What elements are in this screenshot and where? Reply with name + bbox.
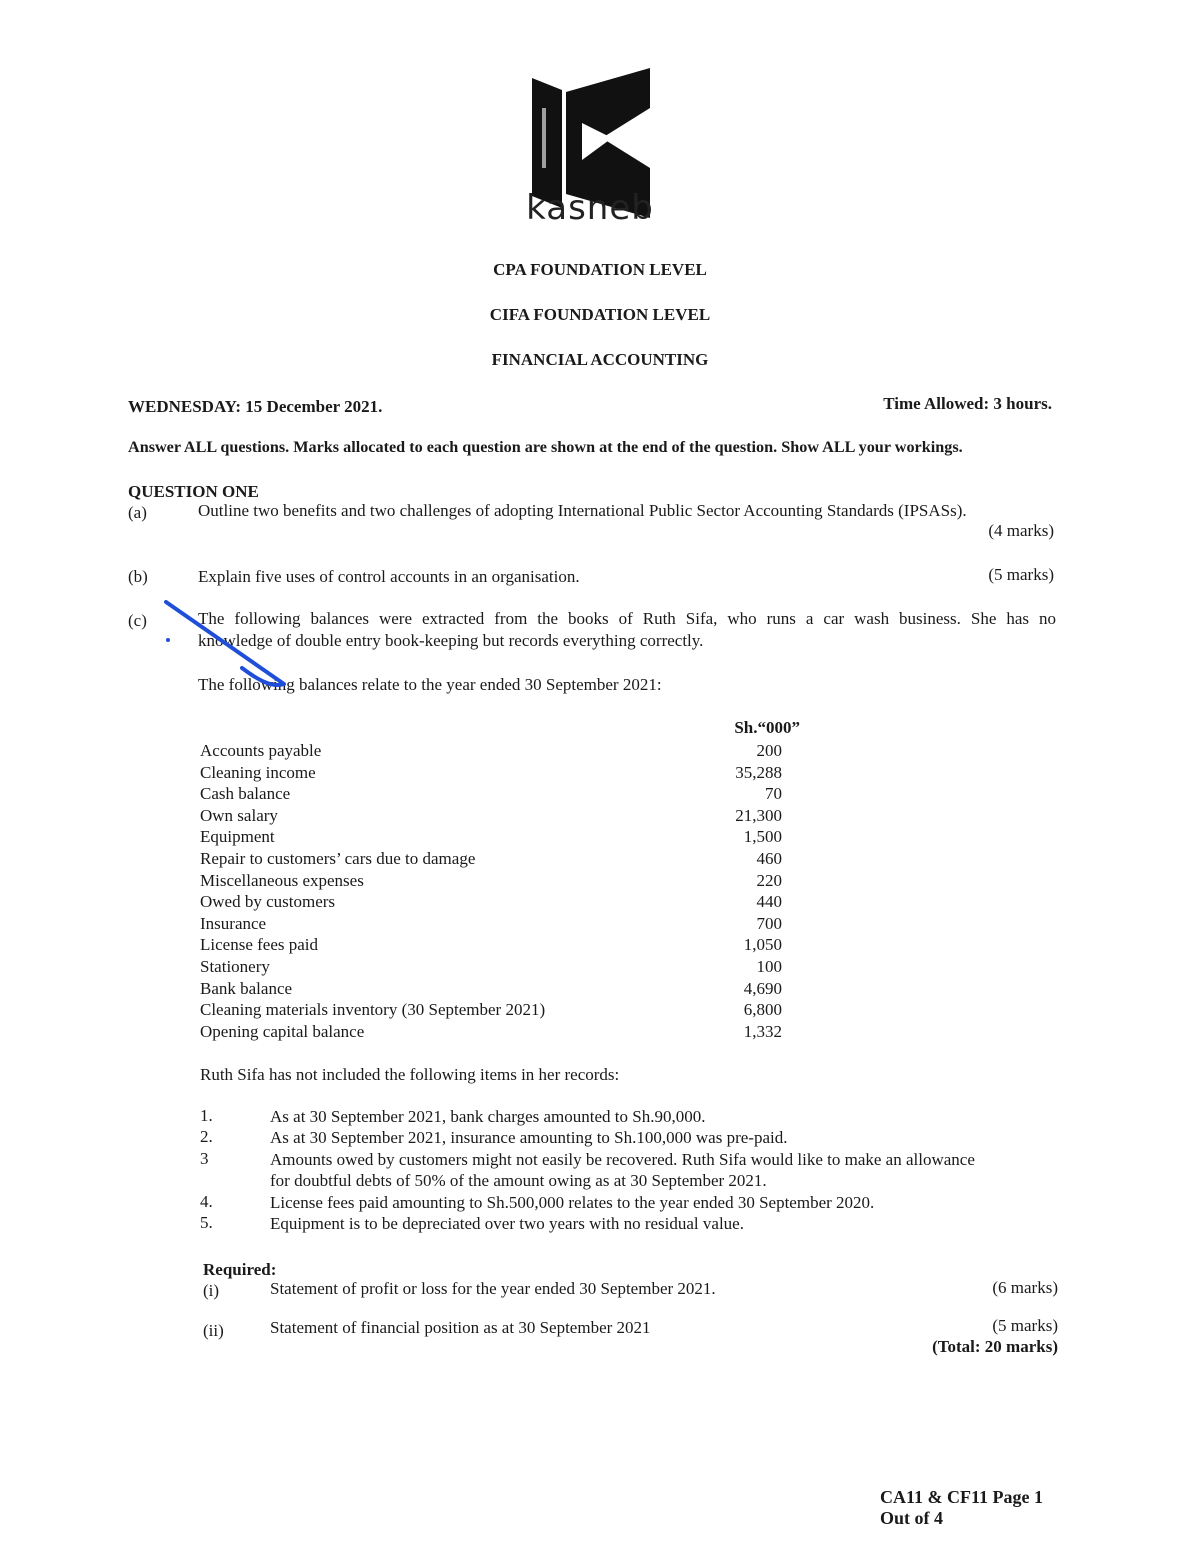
balance-label: Opening capital balance [200,1021,365,1041]
adjustment-text: As at 30 September 2021, insurance amounting to Sh.100,000 was pre-paid. [270,1128,788,1147]
adjustment-text: Amounts owed by customers might not easily be recovered. Ruth Sifa would like to make an allowance [270,1150,975,1169]
page-reference: CA11 & CF11 Page 1 [880,1487,1043,1507]
balance-value: 21,300 [735,805,782,825]
adjustment-number: 3 [200,1149,209,1168]
balance-value: 35,288 [735,762,782,782]
balance-label: Own salary [200,805,278,825]
title-cpa: CPA FOUNDATION LEVEL [493,260,707,279]
balance-label: Bank balance [200,978,293,998]
balance-value: 200 [756,741,782,760]
balance-value: 1,332 [743,1021,782,1041]
adjustment-number: 2. [200,1127,213,1146]
balance-value: 700 [756,913,782,933]
required-title: Required: [203,1260,277,1279]
balance-label: Cash balance [200,784,291,804]
pen-mark-annotation [160,598,300,698]
adjustment-text: Equipment is to be depreciated over two years with no residual value. [270,1214,744,1233]
adjustment-text: License fees paid amounting to Sh.500,000 relates to the year ended 30 September 2020. [270,1193,875,1212]
title-cifa: CIFA FOUNDATION LEVEL [489,305,711,324]
adjustment-number: 1. [200,1106,213,1125]
logo-wordmark: kasneb [526,188,654,228]
not-included-intro: Ruth Sifa has not included the following items in her records: [200,1065,620,1084]
part-c-line-2: knowledge of double entry book-keeping but records everything correctly. [198,631,704,650]
part-b-text: Explain five uses of control accounts in an organisation. [198,567,580,586]
adjustment-text: for doubtful debts of 50% of the amount owing as at 30 September 2021. [270,1171,767,1190]
part-c-intro: The following balances relate to the year ended 30 September 2021: [198,675,662,694]
part-b-marks: (5 marks) [988,565,1054,584]
required-part-ii-marks: (5 marks) [992,1316,1058,1335]
part-a-text: Outline two benefits and two challenges of adopting International Public Sector Accounting Standards (IPSASs). [198,501,967,520]
title-subject: FINANCIAL ACCOUNTING [491,350,709,369]
balance-value: 460 [756,849,782,868]
balance-value: 1,050 [743,935,782,955]
exam-date: WEDNESDAY: 15 December 2021. [128,397,383,416]
balance-value: 1,500 [743,827,782,847]
balance-value: 440 [756,892,782,912]
balance-label: Accounts payable [200,741,322,760]
balance-value: 220 [756,870,782,890]
balance-label: Insurance [200,913,267,933]
currency-header: Sh.“000” [734,718,800,737]
balance-label: Equipment [200,827,275,847]
balance-label: Miscellaneous expenses [200,870,364,890]
balance-label: Cleaning materials inventory (30 September 2021) [200,1000,546,1020]
balance-value: 100 [756,957,782,976]
adjustment-number: 5. [200,1213,213,1232]
balance-label: Repair to customers’ cars due to damage [200,849,476,868]
balance-label: Owed by customers [200,892,336,912]
part-a-label: (a) [128,503,147,522]
part-a-marks: (4 marks) [988,521,1054,540]
balance-value: 70 [765,784,782,804]
balance-label: License fees paid [200,935,318,955]
part-b-label: (b) [128,567,148,586]
total-marks: (Total: 20 marks) [932,1337,1058,1356]
required-part-i-text: Statement of profit or loss for the year ended 30 September 2021. [270,1279,716,1298]
question-title: QUESTION ONE [128,482,259,501]
balance-value: 6,800 [743,1000,782,1020]
required-part-i-marks: (6 marks) [992,1278,1058,1297]
balance-value: 4,690 [743,978,782,998]
part-c-line-1: The following balances were extracted from the books of Ruth Sifa, who runs a car wash business. She has no [198,609,1056,628]
balance-label: Stationery [200,957,270,976]
required-part-ii-label: (ii) [203,1321,224,1340]
required-part-i-label: (i) [203,1281,220,1300]
balance-label: Cleaning income [200,762,316,782]
adjustment-text: As at 30 September 2021, bank charges amounted to Sh.90,000. [270,1107,706,1126]
time-allowed: Time Allowed: 3 hours. [883,394,1052,413]
page-out-of: Out of 4 [880,1508,943,1528]
part-c-label: (c) [128,611,147,630]
instructions: Answer ALL questions. Marks allocated to each question are shown at the end of the question. Show ALL your workings. [128,438,963,456]
adjustment-number: 4. [200,1192,213,1211]
required-part-ii-text: Statement of financial position as at 30 September 2021 [270,1318,651,1337]
